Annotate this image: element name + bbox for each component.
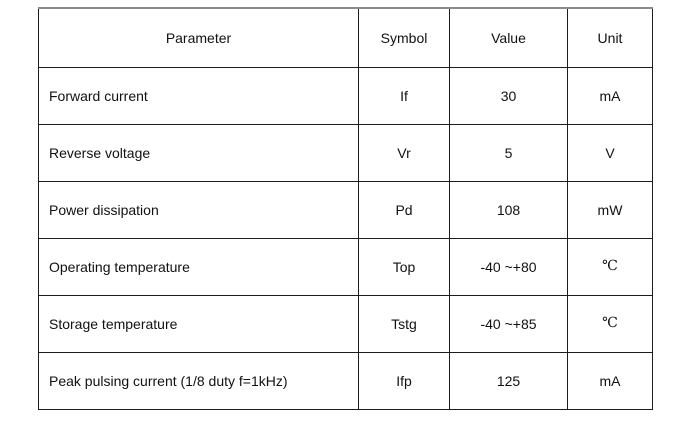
absolute-maximum-ratings-table (38, 7, 653, 410)
cell-parameter: Forward current (39, 67, 359, 124)
cell-parameter: Storage temperature (39, 295, 359, 352)
cell-parameter: Peak pulsing current (1/8 duty f=1kHz) (39, 352, 359, 409)
cell-symbol: Tstg (359, 295, 450, 352)
table-row (39, 181, 653, 238)
header-value: Value (450, 8, 568, 67)
cell-parameter: Reverse voltage (39, 124, 359, 181)
table-header (39, 8, 653, 67)
table-row (39, 295, 653, 352)
cell-unit: mW (568, 181, 653, 238)
cell-unit: mA (568, 67, 653, 124)
table-row (39, 238, 653, 295)
cell-unit: ℃ (568, 295, 653, 352)
header-unit: Unit (568, 8, 653, 67)
header-parameter: Parameter (39, 8, 359, 67)
cell-symbol: Ifp (359, 352, 450, 409)
header-row (39, 8, 653, 67)
cell-value: 108 (450, 181, 568, 238)
cell-symbol: If (359, 67, 450, 124)
cell-parameter: Power dissipation (39, 181, 359, 238)
cell-value: 30 (450, 67, 568, 124)
table-row (39, 352, 653, 409)
table-row (39, 67, 653, 124)
cell-symbol: Pd (359, 181, 450, 238)
cell-unit: V (568, 124, 653, 181)
cell-value: 5 (450, 124, 568, 181)
cell-unit: ℃ (568, 238, 653, 295)
cell-value: -40 ~+85 (450, 295, 568, 352)
header-symbol: Symbol (359, 8, 450, 67)
cell-symbol: Top (359, 238, 450, 295)
cell-unit: mA (568, 352, 653, 409)
cell-parameter: Operating temperature (39, 238, 359, 295)
table-row (39, 124, 653, 181)
table-body (39, 67, 653, 409)
cell-value: 125 (450, 352, 568, 409)
cell-symbol: Vr (359, 124, 450, 181)
cell-value: -40 ~+80 (450, 238, 568, 295)
